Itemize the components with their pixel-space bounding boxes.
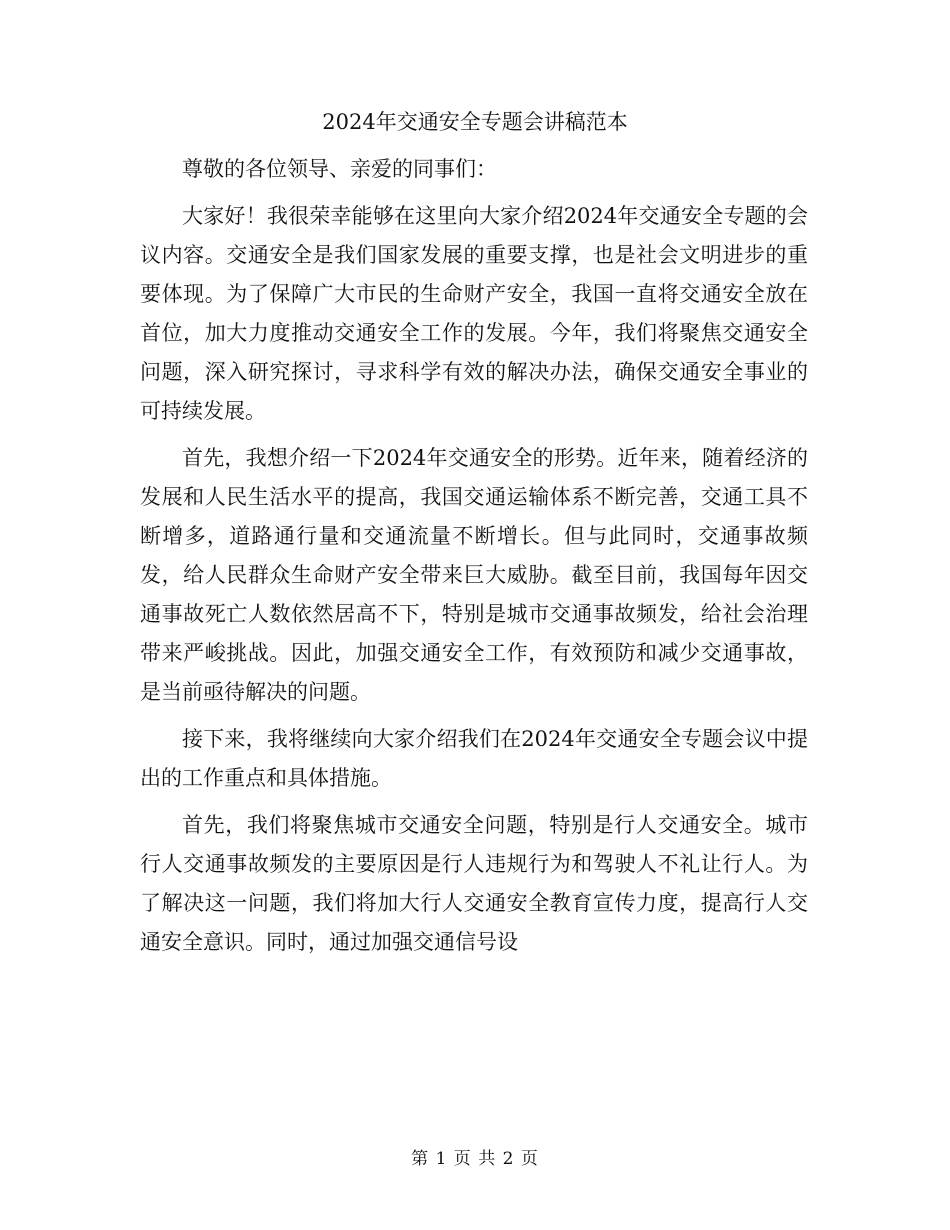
page-number-label: 第 1 页 共 2 页 — [411, 1149, 539, 1169]
body-paragraph-1: 大家好！我很荣幸能够在这里向大家介绍2024年交通安全专题的会议内容。交通安全是我们国家发展的重要支撑，也是社会文明进步的重要体现。为了保障广大市民的生命财产安全，我国一直将交通安全放在首位，加大力度推动交通安全工作的发展。今年，我们将聚焦交通安全问题，深入研究探讨，寻求科学有效的解决办法，确保交通安全事业的可持续发展。 — [140, 204, 808, 423]
document-body — [140, 150, 808, 970]
body-paragraph-4: 首先，我们将聚焦城市交通安全问题，特别是行人交通安全。城市行人交通事故频发的主要原因是行人违规行为和驾驶人不礼让行人。为了解决这一问题，我们将加大行人交通安全教育宣传力度，提高行人交通安全意识。同时，通过加强交通信号设 — [140, 813, 808, 954]
document-title: 2024年交通安全专题会讲稿范本 — [322, 110, 628, 134]
salutation-paragraph: 尊敬的各位领导、亲爱的同事们： — [182, 157, 497, 181]
body-paragraph-3: 接下来，我将继续向大家介绍我们在2024年交通安全专题会议中提出的工作重点和具体措施。 — [140, 727, 808, 790]
body-paragraph-2: 首先，我想介绍一下2024年交通安全的形势。近年来，随着经济的发展和人民生活水平的提高，我国交通运输体系不断完善，交通工具不断增多，道路通行量和交通流量不断增长。但与此同时，交通事故频发，给人民群众生命财产安全带来巨大威胁。截至目前，我国每年因交通事故死亡人数依然居高不下，特别是城市交通事故频发，给社会治理带来严峻挑战。因此，加强交通安全工作，有效预防和减少交通事故，是当前亟待解决的问题。 — [140, 446, 808, 704]
page-footer — [0, 1145, 950, 1173]
